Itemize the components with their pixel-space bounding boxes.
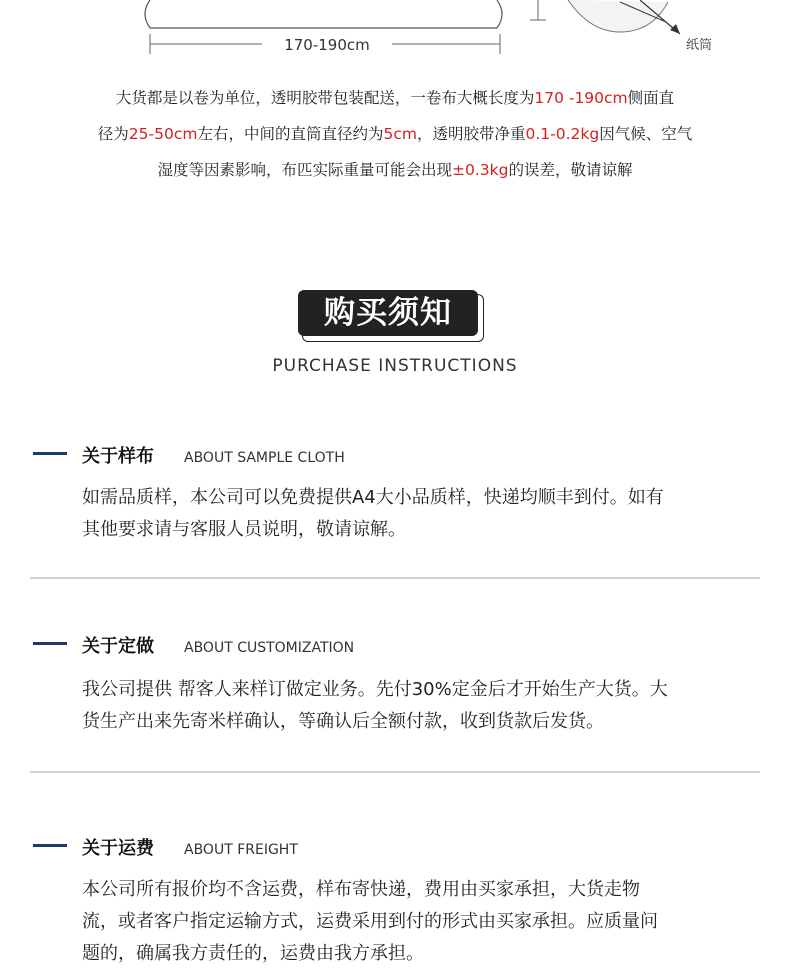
section-line: 货生产出来先寄米样确认，等确认后全额付款，收到货款后发货。 [82, 711, 604, 732]
section-marker [33, 844, 67, 847]
section-line: 我公司提供 帮客人来样订做定业务。先付30%定金后才开始生产大货。大 [82, 679, 668, 700]
intro-text: 左右，中间的直筒直径约为 [197, 125, 384, 143]
intro-highlight: 5cm [383, 125, 417, 143]
intro-highlight: 0.1-0.2kg [525, 125, 600, 143]
section-line: 如需品质样，本公司可以免费提供A4大小品质样，快递均顺丰到付。如有 [82, 487, 664, 508]
section-line: 题的，确属我方责任的，运费由我方承担。 [82, 943, 424, 964]
section-body [82, 482, 772, 546]
section-line: 流，或者客户指定运输方式，运费采用到付的形式由买家承担。应质量问 [82, 911, 658, 932]
section-line: 本公司所有报价均不含运费，样布寄快递，费用由买家承担，大货走物 [82, 879, 640, 900]
roll-packaging-note [0, 80, 790, 188]
fabric-roll-illustration [0, 0, 790, 70]
intro-text: 大货都是以卷为单位，透明胶带包装配送，一卷布大概长度为 [115, 89, 535, 107]
intro-highlight: 25-50cm [128, 125, 198, 143]
intro-text: 因气候、空气 [599, 125, 693, 143]
section-title: 关于运费 [82, 838, 154, 859]
intro-line [0, 80, 790, 116]
roll-length-label: 170-190cm [284, 36, 370, 54]
section-divider [30, 771, 760, 773]
intro-text: ，透明胶带净重 [416, 125, 526, 143]
banner-title: 购买须知 [298, 290, 478, 336]
intro-text: 的误差，敬请谅解 [508, 161, 633, 179]
intro-text: 径为 [97, 125, 129, 143]
section-subtitle: ABOUT FREIGHT [184, 842, 298, 858]
fabric-roll-diagram [0, 0, 790, 70]
paper-tube-label: 纸筒 [686, 38, 713, 53]
intro-line [0, 116, 790, 152]
section-body [82, 674, 772, 738]
intro-line [0, 152, 790, 188]
section-line: 其他要求请与客服人员说明，敬请谅解。 [82, 519, 406, 540]
section-title: 关于样布 [82, 446, 154, 467]
purchase-instructions-banner [298, 290, 484, 342]
intro-highlight: 170 -190cm [534, 89, 628, 107]
section-subtitle: ABOUT CUSTOMIZATION [184, 640, 355, 656]
intro-text: 湿度等因素影响，布匹实际重量可能会出现 [157, 161, 453, 179]
banner-subtitle: PURCHASE INSTRUCTIONS [272, 356, 518, 376]
section-marker [33, 452, 67, 455]
section-title: 关于定做 [82, 636, 154, 657]
section-body [82, 874, 772, 970]
section-subtitle: ABOUT SAMPLE CLOTH [184, 450, 345, 466]
section-divider [30, 577, 760, 579]
intro-highlight: ±0.3kg [452, 161, 509, 179]
section-marker [33, 642, 67, 645]
intro-text: 侧面直 [627, 89, 675, 107]
